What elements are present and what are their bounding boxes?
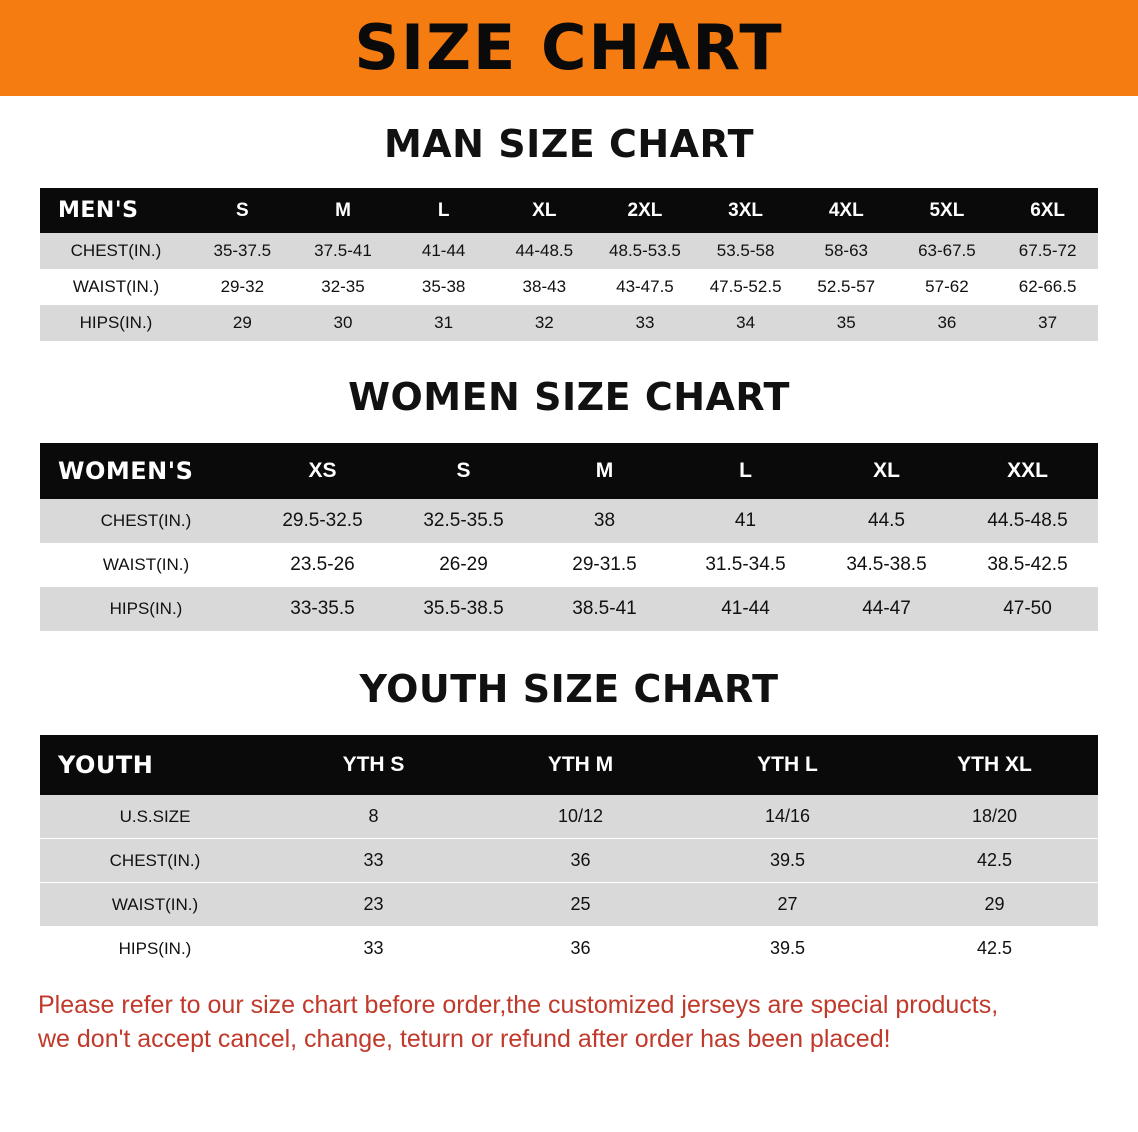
women-cell-1-4: 34.5-38.5 bbox=[816, 543, 957, 587]
man-cell-1-5: 47.5-52.5 bbox=[695, 269, 796, 305]
youth-cell-0-3: 18/20 bbox=[891, 795, 1098, 839]
man-header-cell-9: 6XL bbox=[997, 188, 1098, 233]
man-cell-0-7: 63-67.5 bbox=[897, 233, 998, 269]
youth-cell-3-3: 42.5 bbox=[891, 927, 1098, 971]
man-cell-0-6: 58-63 bbox=[796, 233, 897, 269]
man-header-cell-8: 5XL bbox=[897, 188, 998, 233]
man-size-table bbox=[40, 188, 1098, 341]
disclaimer-line-2: we don't accept cancel, change, teturn or refund after order has been placed! bbox=[38, 1024, 891, 1053]
man-cell-0-0: 35-37.5 bbox=[192, 233, 293, 269]
youth-row-3-label: HIPS(IN.) bbox=[40, 927, 270, 971]
table-row bbox=[40, 499, 1098, 543]
women-size-table bbox=[40, 443, 1098, 631]
man-header-cell-1: S bbox=[192, 188, 293, 233]
youth-size-table bbox=[40, 735, 1098, 971]
man-row-2-label: HIPS(IN.) bbox=[40, 305, 192, 341]
youth-cell-2-1: 25 bbox=[477, 883, 684, 927]
man-header-cell-4: XL bbox=[494, 188, 595, 233]
man-cell-0-8: 67.5-72 bbox=[997, 233, 1098, 269]
man-cell-1-4: 43-47.5 bbox=[595, 269, 696, 305]
youth-table-header-row bbox=[40, 735, 1098, 795]
women-header-cell-2: S bbox=[393, 443, 534, 499]
women-header-cell-1: XS bbox=[252, 443, 393, 499]
man-header-cell-6: 3XL bbox=[695, 188, 796, 233]
women-cell-1-0: 23.5-26 bbox=[252, 543, 393, 587]
women-cell-1-3: 31.5-34.5 bbox=[675, 543, 816, 587]
women-row-2-label: HIPS(IN.) bbox=[40, 587, 252, 631]
youth-cell-0-0: 8 bbox=[270, 795, 477, 839]
table-row bbox=[40, 543, 1098, 587]
youth-header-cell-3: YTH L bbox=[684, 735, 891, 795]
youth-cell-0-1: 10/12 bbox=[477, 795, 684, 839]
youth-header-cell-4: YTH XL bbox=[891, 735, 1098, 795]
man-table-header-row bbox=[40, 188, 1098, 233]
women-header-cell-5: XL bbox=[816, 443, 957, 499]
table-row bbox=[40, 883, 1098, 927]
women-section-title: WOMEN SIZE CHART bbox=[348, 375, 790, 419]
women-row-0-label: CHEST(IN.) bbox=[40, 499, 252, 543]
youth-cell-1-3: 42.5 bbox=[891, 839, 1098, 883]
man-row-0-label: CHEST(IN.) bbox=[40, 233, 192, 269]
table-row bbox=[40, 927, 1098, 971]
youth-header-cell-2: YTH M bbox=[477, 735, 684, 795]
man-cell-1-6: 52.5-57 bbox=[796, 269, 897, 305]
man-cell-1-2: 35-38 bbox=[393, 269, 494, 305]
page-title: SIZE CHART bbox=[354, 11, 784, 84]
man-cell-1-1: 32-35 bbox=[293, 269, 394, 305]
women-cell-0-2: 38 bbox=[534, 499, 675, 543]
youth-header-cell-0: YOUTH bbox=[40, 735, 270, 795]
man-cell-1-3: 38-43 bbox=[494, 269, 595, 305]
man-cell-1-0: 29-32 bbox=[192, 269, 293, 305]
women-header-cell-3: M bbox=[534, 443, 675, 499]
youth-row-2-label: WAIST(IN.) bbox=[40, 883, 270, 927]
women-cell-2-0: 33-35.5 bbox=[252, 587, 393, 631]
man-header-cell-7: 4XL bbox=[796, 188, 897, 233]
youth-cell-3-1: 36 bbox=[477, 927, 684, 971]
women-header-cell-6: XXL bbox=[957, 443, 1098, 499]
women-header-cell-4: L bbox=[675, 443, 816, 499]
disclaimer-line-1: Please refer to our size chart before order,the customized jerseys are special products, bbox=[38, 991, 999, 1019]
man-cell-2-3: 32 bbox=[494, 305, 595, 341]
youth-cell-1-0: 33 bbox=[270, 839, 477, 883]
youth-cell-0-2: 14/16 bbox=[684, 795, 891, 839]
youth-cell-2-2: 27 bbox=[684, 883, 891, 927]
man-table-wrap bbox=[0, 188, 1138, 341]
women-cell-2-2: 38.5-41 bbox=[534, 587, 675, 631]
table-row bbox=[40, 587, 1098, 631]
man-cell-2-4: 33 bbox=[595, 305, 696, 341]
women-cell-2-1: 35.5-38.5 bbox=[393, 587, 534, 631]
table-row bbox=[40, 305, 1098, 341]
man-cell-0-5: 53.5-58 bbox=[695, 233, 796, 269]
women-cell-2-3: 41-44 bbox=[675, 587, 816, 631]
table-row bbox=[40, 795, 1098, 839]
women-cell-1-2: 29-31.5 bbox=[534, 543, 675, 587]
women-cell-2-5: 47-50 bbox=[957, 587, 1098, 631]
man-cell-1-8: 62-66.5 bbox=[997, 269, 1098, 305]
youth-cell-1-2: 39.5 bbox=[684, 839, 891, 883]
youth-table-wrap bbox=[0, 735, 1138, 971]
youth-cell-3-2: 39.5 bbox=[684, 927, 891, 971]
women-cell-0-5: 44.5-48.5 bbox=[957, 499, 1098, 543]
man-cell-0-1: 37.5-41 bbox=[293, 233, 394, 269]
women-cell-0-0: 29.5-32.5 bbox=[252, 499, 393, 543]
women-table-header-row bbox=[40, 443, 1098, 499]
man-cell-0-2: 41-44 bbox=[393, 233, 494, 269]
man-cell-2-8: 37 bbox=[997, 305, 1098, 341]
youth-row-1-label: CHEST(IN.) bbox=[40, 839, 270, 883]
youth-cell-2-0: 23 bbox=[270, 883, 477, 927]
women-cell-1-1: 26-29 bbox=[393, 543, 534, 587]
women-header-cell-0: WOMEN'S bbox=[40, 443, 252, 499]
man-cell-0-3: 44-48.5 bbox=[494, 233, 595, 269]
man-header-cell-3: L bbox=[393, 188, 494, 233]
page-banner bbox=[0, 0, 1138, 96]
women-cell-1-5: 38.5-42.5 bbox=[957, 543, 1098, 587]
man-header-cell-0: MEN'S bbox=[40, 188, 192, 233]
women-cell-2-4: 44-47 bbox=[816, 587, 957, 631]
women-table-wrap bbox=[0, 443, 1138, 631]
man-cell-2-6: 35 bbox=[796, 305, 897, 341]
table-row bbox=[40, 269, 1098, 305]
disclaimer-note bbox=[0, 989, 1138, 1057]
man-header-cell-2: M bbox=[293, 188, 394, 233]
youth-cell-1-1: 36 bbox=[477, 839, 684, 883]
man-cell-2-1: 30 bbox=[293, 305, 394, 341]
man-cell-0-4: 48.5-53.5 bbox=[595, 233, 696, 269]
table-row bbox=[40, 233, 1098, 269]
women-cell-0-4: 44.5 bbox=[816, 499, 957, 543]
man-section-title: MAN SIZE CHART bbox=[383, 122, 755, 166]
youth-section-title: YOUTH SIZE CHART bbox=[359, 667, 779, 711]
man-cell-2-2: 31 bbox=[393, 305, 494, 341]
youth-row-0-label: U.S.SIZE bbox=[40, 795, 270, 839]
youth-cell-2-3: 29 bbox=[891, 883, 1098, 927]
man-cell-2-5: 34 bbox=[695, 305, 796, 341]
women-cell-0-3: 41 bbox=[675, 499, 816, 543]
man-header-cell-5: 2XL bbox=[595, 188, 696, 233]
women-cell-0-1: 32.5-35.5 bbox=[393, 499, 534, 543]
man-cell-1-7: 57-62 bbox=[897, 269, 998, 305]
youth-header-cell-1: YTH S bbox=[270, 735, 477, 795]
youth-cell-3-0: 33 bbox=[270, 927, 477, 971]
table-row bbox=[40, 839, 1098, 883]
man-row-1-label: WAIST(IN.) bbox=[40, 269, 192, 305]
man-cell-2-0: 29 bbox=[192, 305, 293, 341]
man-cell-2-7: 36 bbox=[897, 305, 998, 341]
women-row-1-label: WAIST(IN.) bbox=[40, 543, 252, 587]
